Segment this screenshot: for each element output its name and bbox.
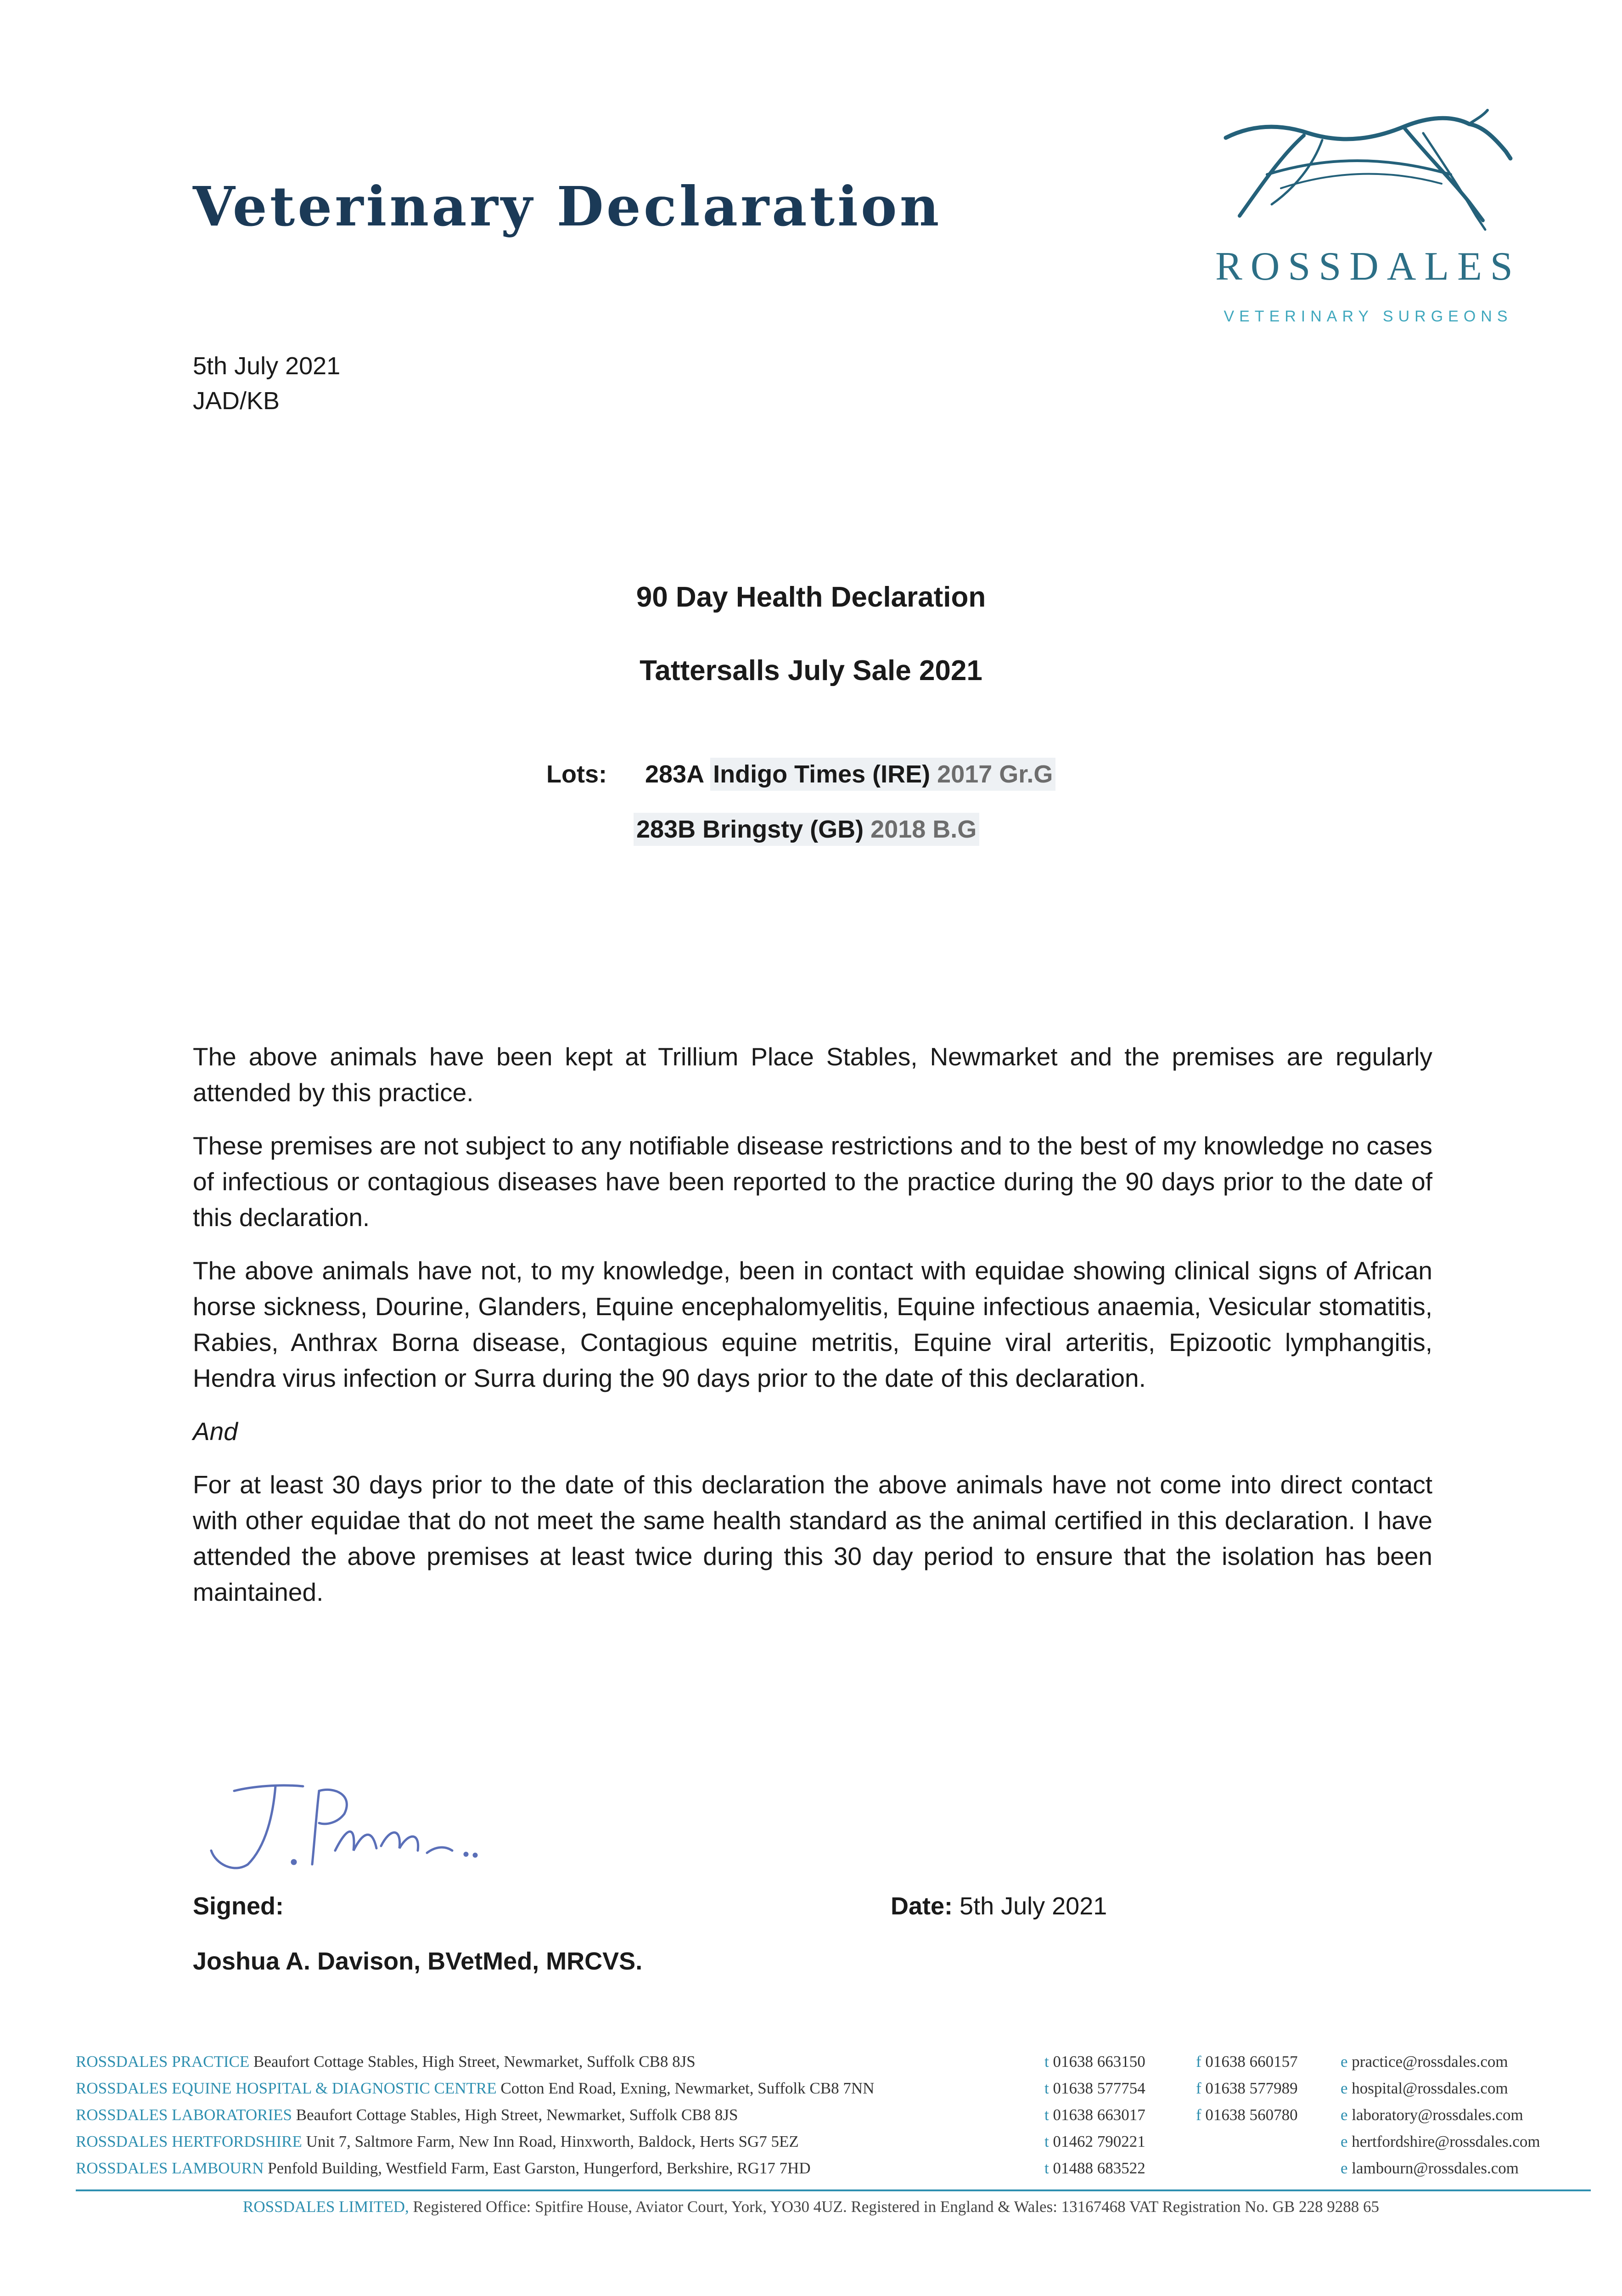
- email-label: e: [1341, 2133, 1348, 2150]
- phone-number: 01488 683522: [1053, 2159, 1145, 2177]
- logo-wordmark: ROSSDALES: [1215, 244, 1521, 289]
- reg-org: ROSSDALES LIMITED,: [243, 2198, 409, 2216]
- body-paragraph: These premises are not subject to any notifiable disease restrictions and to the best of my knowledge no cases of infectious or contagious diseases have been reported to the practice during the 90 days prior to the date of this declaration.: [193, 1131, 1432, 1232]
- signed-label: Signed:: [193, 1892, 284, 1920]
- lot-horse-details: [710, 758, 1055, 791]
- footer-address: [76, 2079, 874, 2098]
- phone-number: 01638 663017: [1053, 2106, 1145, 2124]
- lot-horse-name: Indigo Times (IRE): [713, 760, 931, 788]
- fax-number: 01638 660157: [1205, 2053, 1298, 2071]
- footer-address-text: Unit 7, Saltmore Farm, New Inn Road, Hinxworth, Baldock, Herts SG7 5EZ: [306, 2133, 799, 2150]
- logo-subtitle: VETERINARY SURGEONS: [1224, 308, 1513, 325]
- footer-phone: [1044, 2079, 1145, 2098]
- phone-label: t: [1044, 2053, 1049, 2071]
- fax-number: 01638 560780: [1205, 2106, 1298, 2124]
- lots-label: Lots:: [546, 760, 607, 788]
- lot-horse-name: Bringsty (GB): [702, 816, 864, 843]
- phone-label: t: [1044, 2133, 1049, 2150]
- declaration-heading: 90 Day Health Declaration: [636, 581, 986, 613]
- footer-address: [76, 2133, 799, 2151]
- horse-logo-icon: [1212, 106, 1524, 243]
- fax-number: 01638 577989: [1205, 2079, 1298, 2097]
- footer-address: [76, 2106, 738, 2124]
- document-title: Veterinary Declaration: [193, 174, 942, 238]
- footer-org: ROSSDALES LABORATORIES: [76, 2106, 292, 2124]
- footer-org: ROSSDALES LAMBOURN: [76, 2159, 264, 2177]
- signature-date: [891, 1892, 1107, 1920]
- email-label: e: [1341, 2053, 1348, 2071]
- date-label: Date:: [891, 1892, 953, 1920]
- email-label: e: [1341, 2079, 1348, 2097]
- handwritten-signature: [197, 1773, 482, 1883]
- reg-text: Registered Office: Spitfire House, Aviator Court, York, YO30 4UZ. Registered in England & Wales: 13167468 VAT Registration No. GB 228 9288 65: [413, 2198, 1379, 2216]
- lot-horse-detail: 2018 B.G: [870, 816, 977, 843]
- footer-org: ROSSDALES PRACTICE: [76, 2053, 250, 2071]
- footer-org: ROSSDALES HERTFORDSHIRE: [76, 2133, 302, 2150]
- phone-number: 01638 663150: [1053, 2053, 1145, 2071]
- footer-row: [76, 2133, 1591, 2159]
- email-label: e: [1341, 2159, 1348, 2177]
- footer-email: [1341, 2053, 1508, 2071]
- footer-contacts: [76, 2053, 1591, 2186]
- rossdales-logo: [1212, 106, 1524, 335]
- lot-horse-detail: 2017 Gr.G: [937, 760, 1053, 788]
- fax-label: f: [1196, 2053, 1201, 2071]
- footer-org: ROSSDALES EQUINE HOSPITAL & DIAGNOSTIC CENTRE: [76, 2079, 497, 2097]
- footer-email: [1341, 2133, 1540, 2151]
- phone-label: t: [1044, 2159, 1049, 2177]
- footer-row: [76, 2053, 1591, 2079]
- footer-email: [1341, 2106, 1523, 2124]
- footer-divider: [76, 2189, 1591, 2191]
- lot-horse-details: [634, 813, 979, 846]
- footer-address-text: Beaufort Cottage Stables, High Street, Newmarket, Suffolk CB8 8JS: [296, 2106, 738, 2124]
- declaration-body: [193, 1039, 1432, 1627]
- lot-item: [645, 760, 1055, 788]
- footer-address-text: Beaufort Cottage Stables, High Street, Newmarket, Suffolk CB8 8JS: [253, 2053, 696, 2071]
- footer-fax: [1196, 2106, 1298, 2124]
- footer-address: [76, 2159, 811, 2178]
- date-value: 5th July 2021: [960, 1892, 1107, 1920]
- footer-address-text: Penfold Building, Westfield Farm, East Garston, Hungerford, Berkshire, RG17 7HD: [268, 2159, 811, 2177]
- document-reference: JAD/KB: [193, 387, 280, 415]
- phone-label: t: [1044, 2079, 1049, 2097]
- phone-label: t: [1044, 2106, 1049, 2124]
- footer-email: [1341, 2159, 1519, 2178]
- document-date: 5th July 2021: [193, 352, 341, 380]
- footer-row: [76, 2106, 1591, 2133]
- footer-phone: [1044, 2053, 1145, 2071]
- registration-info: [0, 2198, 1622, 2216]
- body-paragraph: And: [193, 1417, 238, 1446]
- footer-address: [76, 2053, 696, 2071]
- email-address: laboratory@rossdales.com: [1352, 2106, 1523, 2124]
- footer-address-text: Cotton End Road, Exning, Newmarket, Suffolk CB8 7NN: [500, 2079, 875, 2097]
- email-label: e: [1341, 2106, 1348, 2124]
- email-address: lambourn@rossdales.com: [1352, 2159, 1519, 2177]
- phone-number: 01638 577754: [1053, 2079, 1145, 2097]
- email-address: practice@rossdales.com: [1352, 2053, 1508, 2071]
- email-address: hertfordshire@rossdales.com: [1352, 2133, 1540, 2150]
- fax-label: f: [1196, 2079, 1201, 2097]
- footer-phone: [1044, 2106, 1145, 2124]
- footer-row: [76, 2159, 1591, 2186]
- lot-code: 283B: [636, 816, 696, 843]
- footer-phone: [1044, 2159, 1145, 2178]
- body-paragraph: For at least 30 days prior to the date of this declaration the above animals have not come into direct contact with other equidae that do not meet the same health standard as the animal certified in this declaration. I have attended the above premises at least twice during this 30 day period to ensure that the isolation has been maintained.: [193, 1470, 1432, 1606]
- sale-heading: Tattersalls July Sale 2021: [640, 655, 982, 687]
- footer-phone: [1044, 2133, 1145, 2151]
- body-paragraph: The above animals have not, to my knowledge, been in contact with equidae showing clinical signs of African horse sickness, Dourine, Glanders, Equine encephalomyelitis, Equine infectious anaemia, Vesicular stomatitis, Rabies, Anthrax Borna disease, Contagious equine metritis, Equine viral arteritis, Epizootic lymphangitis, Hendra virus infection or Surra during the 90 days prior to the date of this declaration.: [193, 1256, 1432, 1392]
- signatory-name: Joshua A. Davison, BVetMed, MRCVS.: [193, 1947, 643, 1975]
- lot-item: [634, 815, 979, 844]
- email-address: hospital@rossdales.com: [1352, 2079, 1508, 2097]
- footer-fax: [1196, 2079, 1298, 2098]
- phone-number: 01462 790221: [1053, 2133, 1145, 2150]
- lot-code: 283A: [645, 760, 704, 788]
- fax-label: f: [1196, 2106, 1201, 2124]
- footer-email: [1341, 2079, 1508, 2098]
- body-paragraph: The above animals have been kept at Trillium Place Stables, Newmarket and the premises are regularly attended by this practice.: [193, 1042, 1432, 1107]
- footer-row: [76, 2079, 1591, 2106]
- footer-fax: [1196, 2053, 1298, 2071]
